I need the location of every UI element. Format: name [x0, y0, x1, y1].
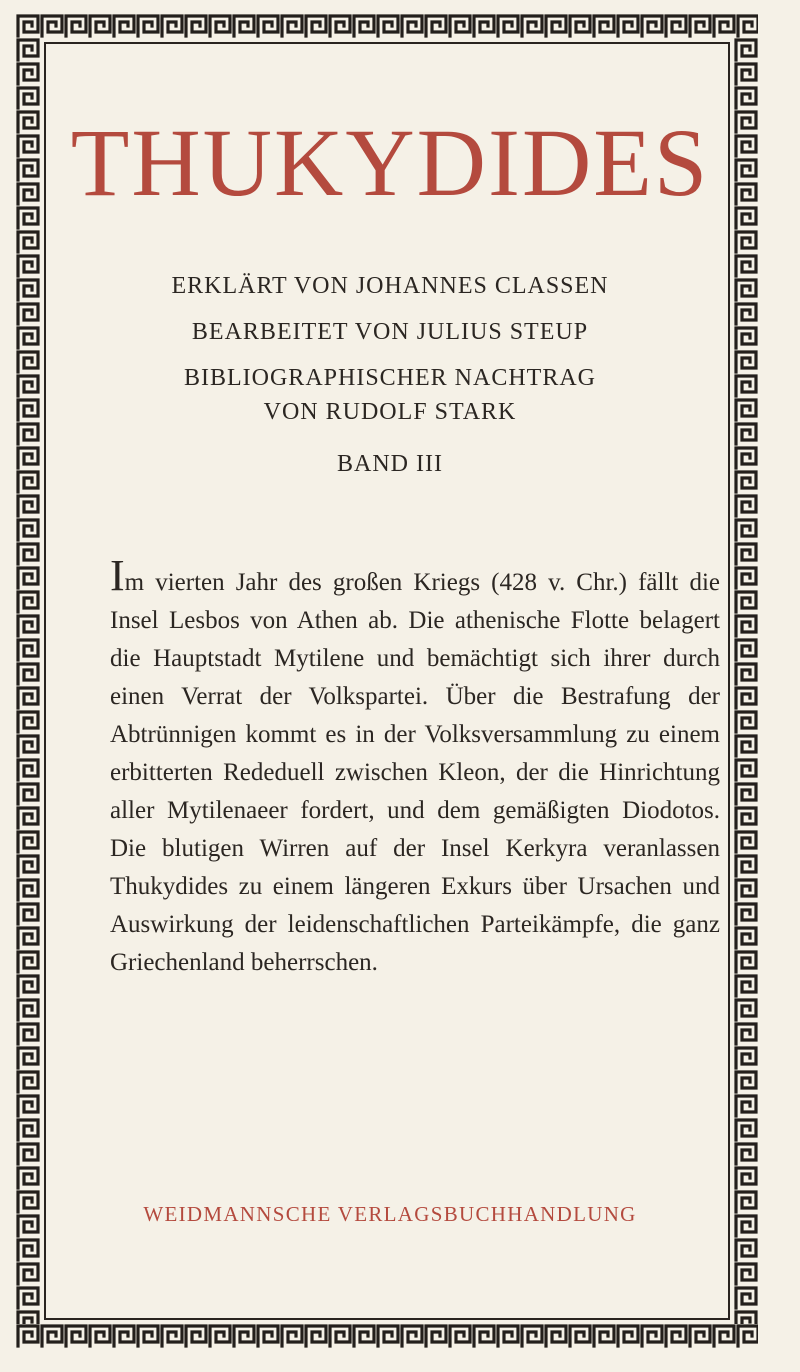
- credit-explained-by: ERKLÄRT VON JOHANNES CLASSEN: [171, 273, 609, 299]
- initial-letter: I: [110, 551, 125, 600]
- description-text: m vierten Jahr des großen Kriegs (428 v. Chr.) fällt die Insel Lesbos von Athen ab. Die athenische Flotte belagert die Hauptstadt Mytilene und bemächtigt sich ihrer durch einen Verrat der Volkspartei. Über die Bestrafung der Abtrünnigen kommt es in der Volksversammlung zu einem erbitterten Rededuell zwischen Kleon, der die Hinrichtung aller Mytilenaeer fordert, und dem gemäßigten Diodotos. Die blutigen Wirren auf der Insel Kerkyra veranlassen Thukydides zu einem längeren Exkurs über Ursachen und Auswirkung der leidenschaftlichen Parteikämpfe, die ganz Griechenland beherrschen.: [110, 569, 720, 976]
- description-paragraph: [110, 551, 720, 982]
- volume-label: BAND III: [337, 451, 443, 477]
- credit-edited-by: BEARBEITET VON JULIUS STEUP: [191, 319, 589, 345]
- border-right: [734, 38, 758, 1324]
- cover-content: [50, 60, 730, 1226]
- credit-bibliography: BIBLIOGRAPHISCHER NACHTRAG: [183, 365, 597, 391]
- border-top: [16, 14, 758, 38]
- credits-block: [50, 269, 730, 481]
- book-title: THUKYDIDES: [70, 109, 710, 216]
- border-bottom: [16, 1324, 758, 1348]
- border-left: [16, 38, 40, 1324]
- credit-bibliography-author: VON RUDOLF STARK: [263, 399, 517, 425]
- publisher-name: WEIDMANNSCHE VERLAGSBUCHHANDLUNG: [143, 1202, 637, 1226]
